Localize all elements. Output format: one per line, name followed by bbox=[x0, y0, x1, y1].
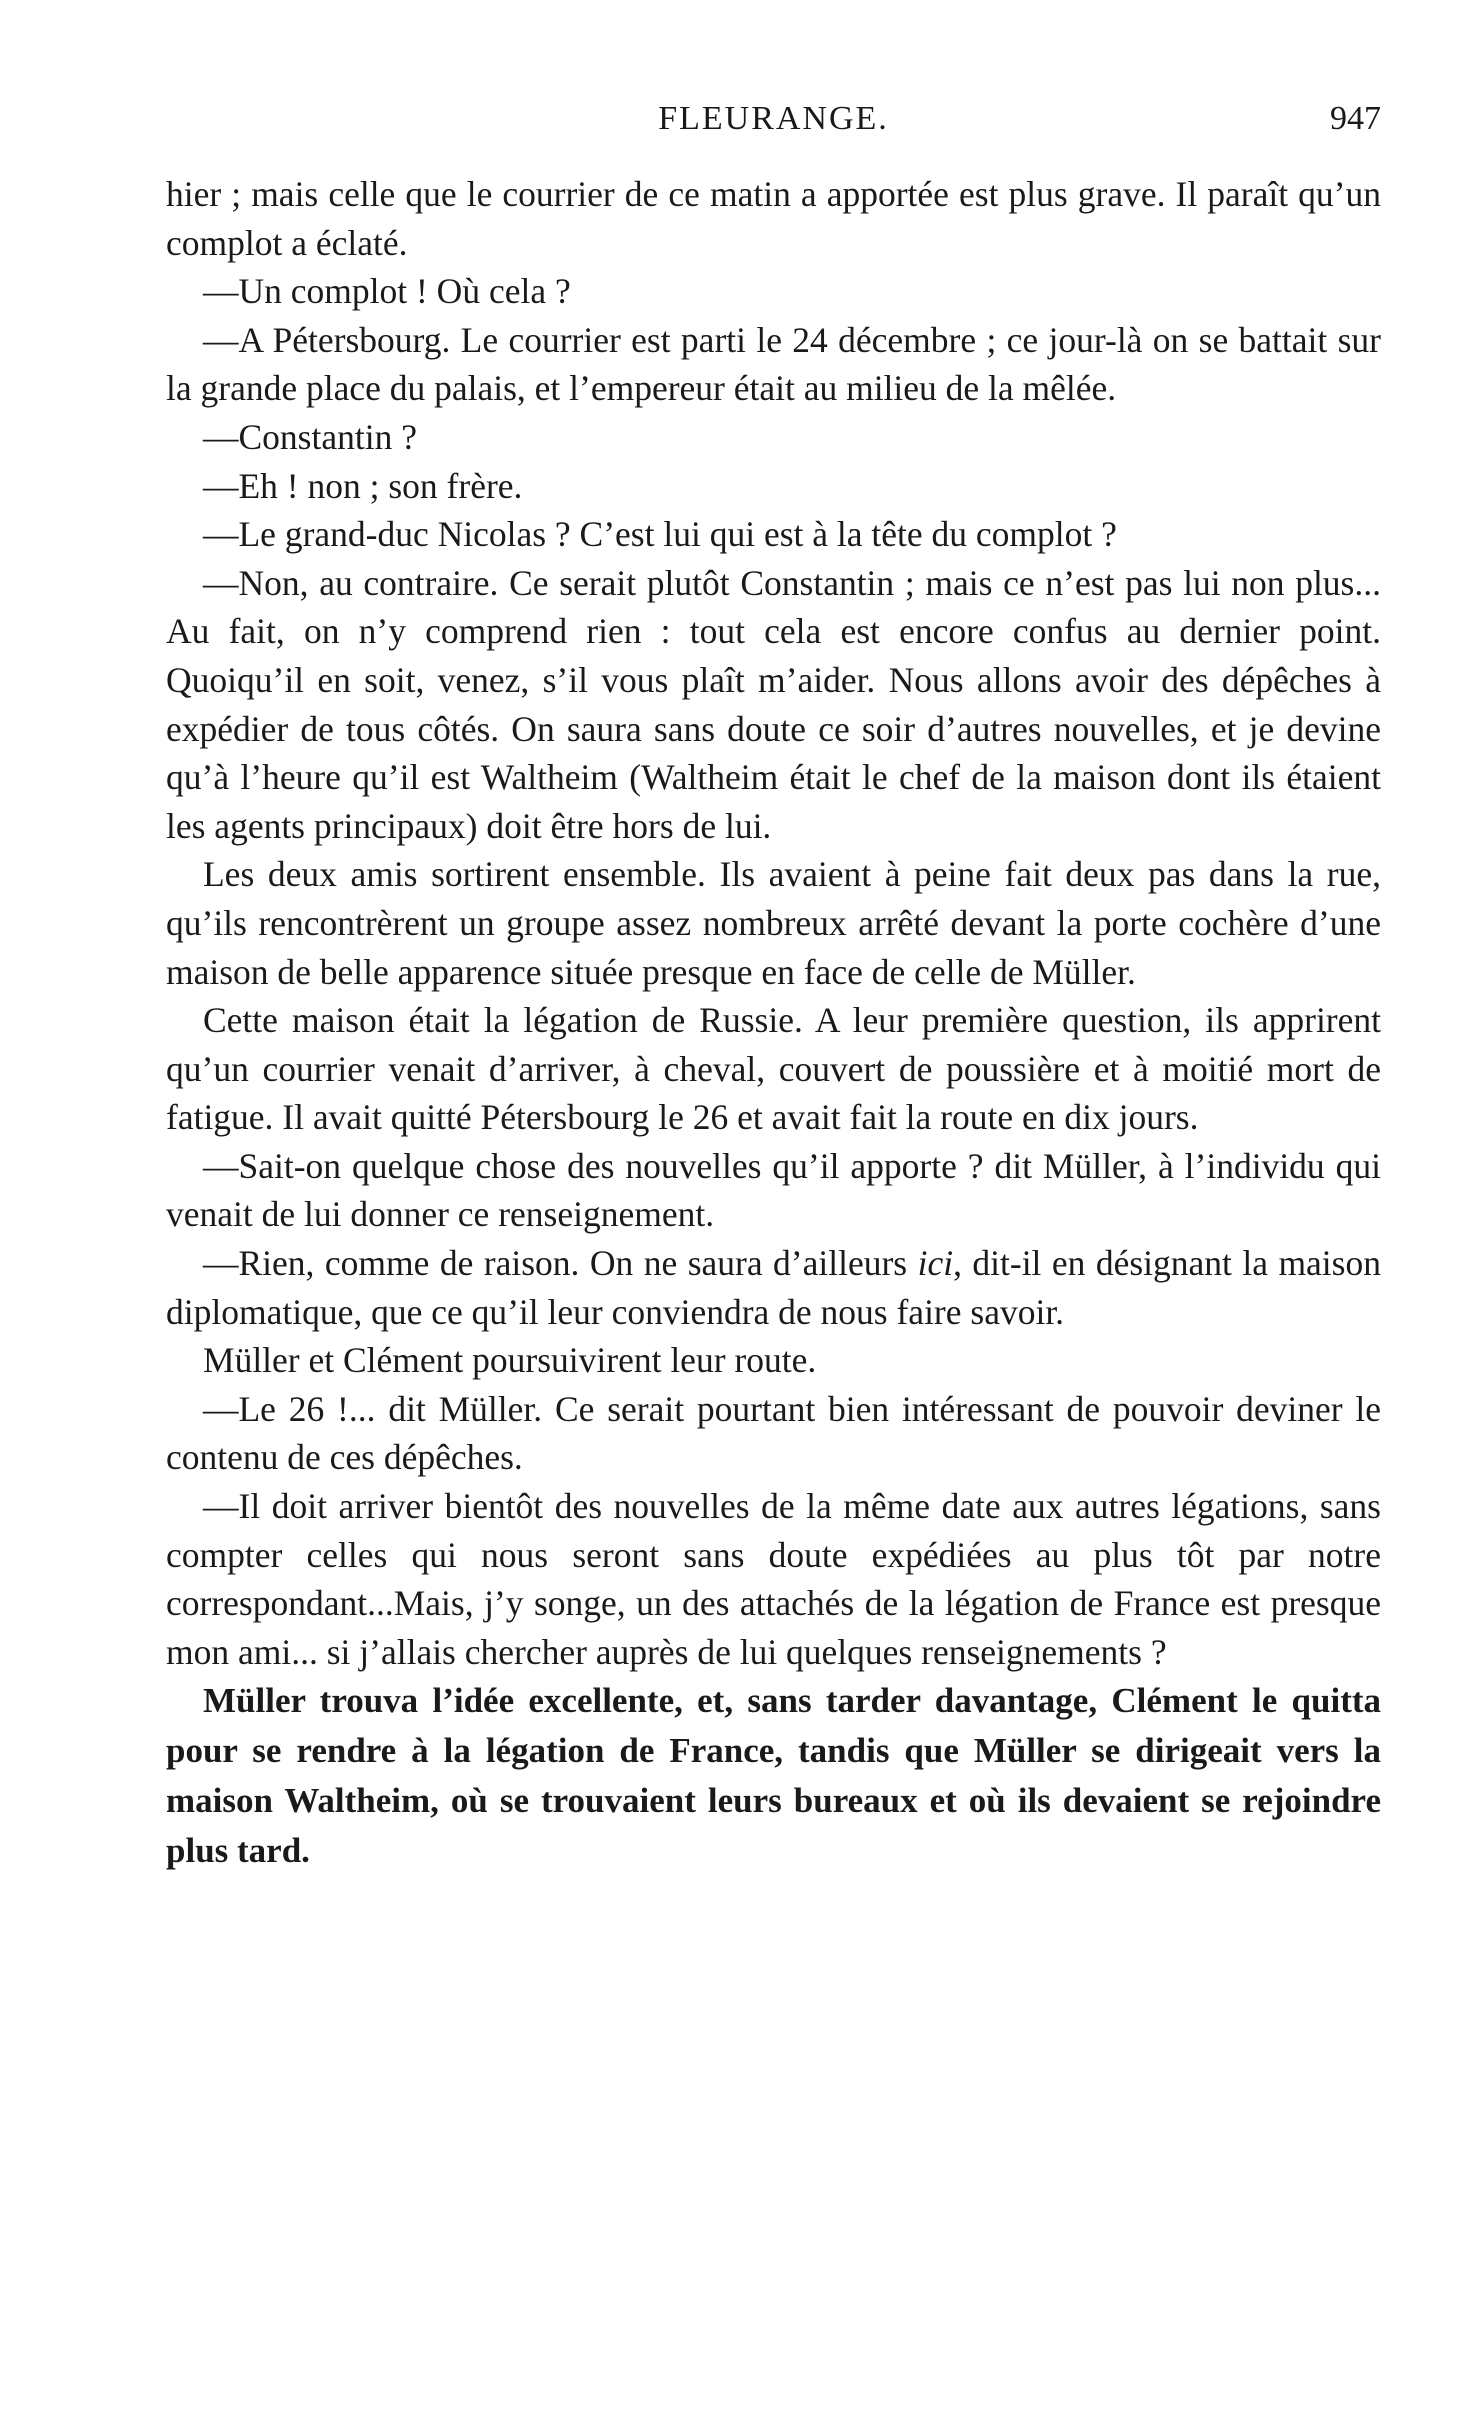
paragraph: —A Pétersbourg. Le courrier est parti le 24 décembre ; ce jour-là on se battait sur la grande place du palais, et l’empereur était au milieu de la mêlée. bbox=[166, 319, 1381, 409]
paragraph-text: —Rien, comme de raison. On ne saura d’ailleurs bbox=[203, 1243, 918, 1284]
page-number: 947 bbox=[1330, 100, 1381, 137]
page-header bbox=[166, 100, 1381, 150]
paragraph: —Le grand-duc Nicolas ? C’est lui qui est à la tête du complot ? bbox=[203, 514, 1117, 555]
paragraph: —Non, au contraire. Ce serait plutôt Constantin ; mais ce n’est pas lui non plus... Au fait, on n’y comprend rien : tout cela est encore confus au dernier point. Quoiqu’il en soit, venez, s’il vous plaît m’aider. Nous allons avoir des dépêches à expédier de tous côtés. On saura sans doute ce soir d’autres nouvelles, et je devine qu’à l’heure qu’il est Waltheim (Waltheim était le chef de la maison dont ils étaient les agents principaux) doit être hors de lui. bbox=[166, 562, 1381, 846]
paragraph: hier ; mais celle que le courrier de ce matin a apportée est plus grave. Il paraît qu’un complot a éclaté. bbox=[166, 174, 1381, 263]
paragraph bbox=[166, 1239, 1381, 1336]
italic-word: ici bbox=[917, 1243, 954, 1284]
paragraph: Cette maison était la légation de Russie. A leur première question, ils apprirent qu’un courrier venait d’arriver, à cheval, couvert de poussière et à moitié mort de fatigue. Il avait quitté Pétersbourg le 26 et avait fait la route en dix jours. bbox=[166, 1000, 1381, 1138]
paragraph: Les deux amis sortirent ensemble. Ils avaient à peine fait deux pas dans la rue, qu’ils rencontrèrent un groupe assez nombreux arrêté devant la porte cochère d’une maison de belle apparence située presque en face de celle de Müller. bbox=[166, 854, 1381, 992]
paragraph: —Eh ! non ; son frère. bbox=[203, 465, 523, 506]
paragraph: —Constantin ? bbox=[203, 416, 417, 457]
paragraph: —Sait-on quelque chose des nouvelles qu’il apporte ? dit Müller, à l’individu qui venait de lui donner ce renseignement. bbox=[166, 1145, 1381, 1235]
paragraph: —Le 26 !... dit Müller. Ce serait pourtant bien intéressant de pouvoir deviner le contenu de ces dépêches. bbox=[166, 1388, 1381, 1478]
paragraph: —Il doit arriver bientôt des nouvelles de la même date aux autres légations, sans compter celles qui nous seront sans doute expédiées au plus tôt par notre correspondant...Mais, j’y songe, un des attachés de la légation de France est presque mon ami... si j’allais chercher auprès de lui quelques renseignements ? bbox=[166, 1486, 1381, 1672]
paragraph-text: , dit-il en désignant la maison diplomatique, que ce qu’il leur conviendra de nous faire savoir. bbox=[166, 1243, 1381, 1332]
running-title: FLEURANGE. bbox=[658, 100, 889, 137]
paragraph: Müller et Clément poursuivirent leur route. bbox=[203, 1340, 817, 1381]
body-text bbox=[166, 170, 1381, 1876]
paragraph: Müller trouva l’idée excellente, et, sans tarder davantage, Clément le quitta pour se rendre à la légation de France, tandis que Müller se dirigeait vers la maison Waltheim, où se trouvaient leurs bureaux et où ils devaient se rejoindre plus tard. bbox=[166, 1681, 1381, 1871]
paragraph: —Un complot ! Où cela ? bbox=[203, 271, 571, 312]
